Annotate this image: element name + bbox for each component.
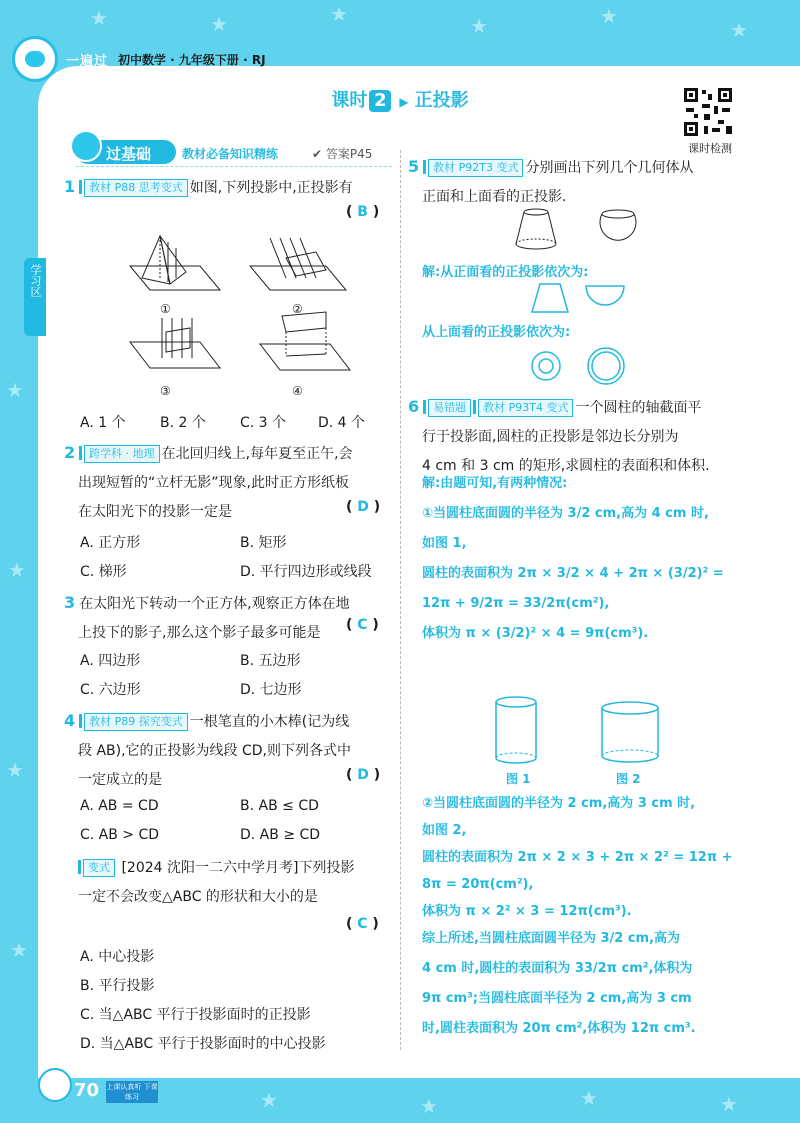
q1-option-d: D. 4 个 xyxy=(318,415,366,431)
q1-option-c: C. 3 个 xyxy=(240,415,287,431)
q5-top-views xyxy=(528,346,638,386)
q6-solution-part2: ②当圆柱底面圆的半径为 2 cm,高为 3 cm 时, 如图 2, 圆柱的表面积为 2π × 2 × 3 + 2π × 2² = 12π + 8π = 20π(cm²), 体积为 π × 2² × 3 = 12π(cm³). xyxy=(422,796,733,919)
variant-option-c: C. 当△ABC 平行于投影面时的正投影 xyxy=(80,1007,311,1023)
q6-conclusion: 综上所述,当圆柱底面圆半径为 3/2 cm,高为 4 cm 时,圆柱的表面积为 33/2π cm²,体积为 9π cm³;当圆柱底面半径为 2 cm,高为 3 cm 时,圆柱表面积为 20π cm²,体积为 12π cm³. xyxy=(422,931,696,1036)
footer-mascot-icon xyxy=(38,1068,72,1102)
qr-label: 课时检测 xyxy=(688,142,732,155)
q6-cylinder-figures xyxy=(490,694,670,768)
q1-tag: 教材 P88 思考变式 xyxy=(84,179,188,197)
answer-reference: ✔ 答案P45 xyxy=(312,147,373,161)
section-subtitle: 教材必备知识精练 xyxy=(182,147,279,161)
q1-fig2-label: ② xyxy=(292,302,303,316)
footer-badge: 上课认真听 下课练习 xyxy=(106,1083,158,1101)
q5-solution-top: 从上面看的正投影依次为: xyxy=(422,325,571,340)
q6-solution-part1: 解:由题可知,有两种情况: ①当圆柱底面圆的半径为 3/2 cm,高为 4 cm 时, 如图 1, 圆柱的表面积为 2π × 3/2 × 4 + 2π × (3/2)² = 12π + 9/2π = 33/2π(cm²), 体积为 π × (3/2)² × 4 = 9π(cm³). xyxy=(422,476,724,641)
variant-option-a: A. 中心投影 xyxy=(80,949,155,965)
book-title: 初中数学 · 九年级下册 · RJ xyxy=(118,53,266,67)
q1-answer: ( B ) xyxy=(346,204,380,220)
q5-front-views xyxy=(528,282,638,314)
q5-tag: 教材 P92T3 变式 xyxy=(428,159,523,177)
q2-option-d: D. 平行四边形或线段 xyxy=(240,564,372,580)
section-divider xyxy=(76,166,392,167)
question-2: 2 跨学科 · 地理 在北回归线上,每年夏至正午,会 出现短暂的“立杆无影”现象,此时正方形纸板 在太阳光下的投影一定是 xyxy=(64,443,353,520)
side-tab-label: 学习区 xyxy=(29,264,42,297)
lesson-number: 2 xyxy=(369,90,391,112)
q1-fig3-label: ③ xyxy=(160,384,171,398)
q2-tag: 跨学科 · 地理 xyxy=(84,445,160,463)
section-title: 过基础 xyxy=(106,145,152,163)
q3-option-c: C. 六边形 xyxy=(80,682,141,698)
q1-option-b: B. 2 个 xyxy=(160,415,206,431)
q5-solution-front: 解:从正面看的正投影依次为: xyxy=(422,265,589,280)
qr-code-icon[interactable] xyxy=(682,86,734,138)
lesson-title: 课时 2 ▶ 正投影 xyxy=(331,90,469,111)
q6-tag-1: 易错题 xyxy=(428,399,471,417)
q4-option-d: D. AB ≥ CD xyxy=(240,827,321,843)
column-divider xyxy=(400,150,401,1050)
brand-name: 一遍过 xyxy=(66,54,109,69)
q6-fig2-label: 图 2 xyxy=(616,772,641,786)
q4-option-b: B. AB ≤ CD xyxy=(240,798,319,814)
question-5: 5 教材 P92T3 变式 分别画出下列几个几何体从 正面和上面看的正投影. xyxy=(408,157,694,205)
q4-tag: 教材 P89 探究变式 xyxy=(84,713,188,731)
q4-option-a: A. AB = CD xyxy=(80,798,159,814)
q6-tag-2: 教材 P93T4 变式 xyxy=(478,399,573,417)
q2-option-a: A. 正方形 xyxy=(80,535,141,551)
q4-variant: 变式 [2024 沈阳一二六中学月考]下列投影 一定不会改变△ABC 的形状和大小的是 xyxy=(78,860,355,905)
variant-option-d: D. 当△ABC 平行于投影面时的中心投影 xyxy=(80,1036,326,1052)
mascot-icon xyxy=(70,130,102,162)
q2-option-b: B. 矩形 xyxy=(240,535,287,551)
q2-answer: ( D ) xyxy=(346,499,381,515)
q1-figures xyxy=(120,232,350,402)
q6-fig1-label: 图 1 xyxy=(506,772,531,786)
question-3: 3 在太阳光下转动一个正方体,观察正方体在地 上投下的影子,那么这个影子最多可能是 xyxy=(64,593,350,641)
q4-option-c: C. AB > CD xyxy=(80,827,160,843)
q2-option-c: C. 梯形 xyxy=(80,564,127,580)
q4-variant-answer: ( C ) xyxy=(346,916,379,932)
q1-fig1-label: ① xyxy=(160,302,171,316)
brand-logo-icon xyxy=(12,36,58,82)
q3-option-b: B. 五边形 xyxy=(240,653,301,669)
variant-tag: 变式 xyxy=(83,859,115,877)
question-1: 1 教材 P88 思考变式 如图,下列投影中,正投影有 xyxy=(64,177,353,196)
question-6: 6 易错题 教材 P93T4 变式 一个圆柱的轴截面平 行于投影面,圆柱的正投影是邻边长分别为 4 cm 和 3 cm 的矩形,求圆柱的表面积和体积. xyxy=(408,397,710,474)
question-4: 4 教材 P89 探究变式 一根笔直的小木棒(记为线 段 AB),它的正投影为线段 CD,则下列各式中 一定成立的是 xyxy=(64,711,351,788)
q4-answer: ( D ) xyxy=(346,767,381,783)
q3-option-a: A. 四边形 xyxy=(80,653,141,669)
variant-option-b: B. 平行投影 xyxy=(80,978,155,994)
q1-fig4-label: ④ xyxy=(292,384,303,398)
q1-text: 如图,下列投影中,正投影有 xyxy=(189,180,353,196)
background-stars: ★ ★ ★ ★ ★ ★ ★ ★ ★ ★ ★ ★ ★ ★ xyxy=(6,2,748,1118)
q3-answer: ( C ) xyxy=(346,617,379,633)
q3-option-d: D. 七边形 xyxy=(240,682,302,698)
q5-solids xyxy=(510,206,650,254)
page-number: 70 xyxy=(74,1080,100,1101)
q1-option-a: A. 1 个 xyxy=(80,415,126,431)
